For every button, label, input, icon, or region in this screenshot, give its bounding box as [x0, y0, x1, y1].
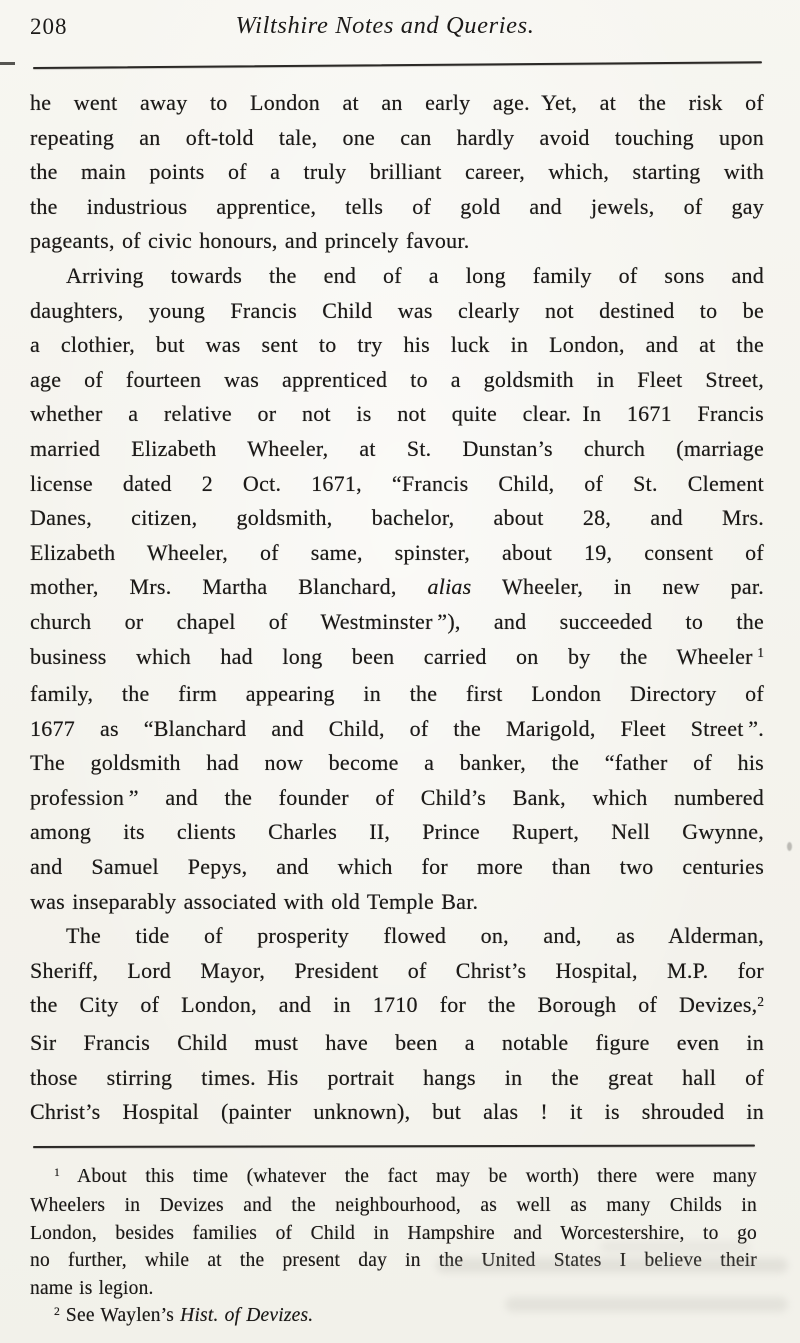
footnote-marker: 2 [54, 1305, 60, 1319]
show-through-smudge [600, 1241, 750, 1253]
text-line [30, 190, 764, 225]
text-segment: Wheeler, in new par. [471, 574, 764, 600]
text-segment: no further, while at the present day in the United States I believe their [30, 1250, 757, 1272]
body-text [30, 86, 764, 1130]
text-line [30, 605, 764, 640]
text-line [30, 570, 764, 605]
text-segment: The goldsmith had now become a banker, the “father of his [30, 750, 764, 776]
text-line [30, 536, 764, 571]
text-line [30, 501, 764, 536]
text-segment: name is legion. [30, 1277, 154, 1299]
text-line [30, 988, 764, 1026]
text-line [30, 224, 764, 259]
text-segment: About this time (whatever the fact may be worth) there were many [59, 1166, 757, 1187]
text-line [30, 954, 764, 989]
text-line [30, 467, 764, 502]
text-line [30, 640, 764, 678]
text-line [30, 86, 764, 121]
text-segment: and Samuel Pepys, and which for more than two centuries [30, 854, 764, 880]
page-number: 208 [30, 14, 68, 39]
text-segment: pageants, of civic honours, and princely favour. [30, 228, 470, 254]
show-through-smudge [436, 1258, 788, 1273]
text-segment: alias [427, 574, 472, 600]
text-segment: mother, Mrs. Martha Blanchard, [30, 574, 428, 600]
text-segment: The tide of prosperity flowed on, and, as Alderman, [66, 923, 764, 949]
text-line [30, 781, 764, 816]
text-segment: married Elizabeth Wheeler, at St. Dunstan’s church (marriage [30, 435, 764, 461]
text-line [30, 432, 764, 467]
text-segment: See Waylen’s [59, 1305, 181, 1327]
text-line [30, 397, 764, 432]
text-line [30, 712, 764, 747]
text-segment: Arriving towards the end of a long family of sons and [66, 262, 764, 288]
text-segment: business which had long been carried on by the Wheeler [30, 643, 758, 669]
footnote-marker: 1 [757, 645, 764, 661]
text-segment: the City of London, and in 1710 for the Borough of Devizes, [30, 992, 758, 1018]
text-line [30, 919, 764, 954]
text-segment: daughters, young Francis Child was clearly not destined to be [30, 297, 764, 323]
text-segment: was inseparably associated with old Temple Bar. [30, 888, 479, 914]
text-segment: Danes, citizen, goldsmith, bachelor, about 28, and Mrs. [30, 505, 764, 531]
text-segment: the industrious apprentice, tells of gold and jewels, of gay [30, 193, 764, 219]
text-segment: whether a relative or not is not quite clear. In 1671 Francis [30, 401, 764, 427]
running-title: Wiltshire Notes and Queries. [235, 12, 535, 39]
text-segment: family, the firm appearing in the first London Directory of [30, 681, 764, 707]
text-line [30, 677, 764, 712]
text-segment: Wheelers in Devizes and the neighbourhood, as well as many Childs in [30, 1195, 757, 1217]
text-line [30, 363, 764, 398]
text-segment: license dated 2 Oct. 1671, “Francis Child, of St. Clement [30, 470, 764, 496]
text-segment: Hist. of Devizes. [180, 1305, 314, 1327]
scan-speck-artifact [787, 842, 792, 851]
text-line [30, 1095, 764, 1130]
text-segment: the main points of a truly brilliant career, which, starting with [30, 159, 764, 185]
text-line [30, 746, 764, 781]
text-segment: among its clients Charles II, Prince Rupert, Nell Gwynne, [30, 819, 764, 845]
text-line [30, 815, 764, 850]
show-through-smudge [505, 1297, 788, 1312]
text-line [30, 155, 764, 190]
scan-edge-artifact [0, 62, 15, 65]
text-segment: 1677 as “Blanchard and Child, of the Marigold, Fleet Street ”. [30, 715, 764, 741]
footnote-rule [33, 1144, 755, 1148]
footnote-marker: 1 [54, 1166, 60, 1180]
text-segment: Elizabeth Wheeler, of same, spinster, about 19, consent of [30, 539, 764, 565]
text-line [30, 885, 764, 920]
text-line [30, 1163, 757, 1192]
text-line [30, 328, 764, 363]
text-segment: those stirring times. His portrait hangs in the great hall of [30, 1064, 764, 1090]
text-segment: Sir Francis Child must have been a notable figure even in [30, 1030, 764, 1056]
text-segment: age of fourteen was apprenticed to a goldsmith in Fleet Street, [30, 366, 764, 392]
text-line [30, 259, 764, 294]
text-line [30, 121, 764, 156]
footnote-marker: 2 [757, 994, 764, 1010]
text-segment: London, besides families of Child in Hampshire and Worcestershire, to go [30, 1222, 757, 1244]
text-line [30, 850, 764, 885]
text-line [30, 1026, 764, 1061]
text-segment: repeating an oft-told tale, one can hardly avoid touching upon [30, 124, 764, 150]
text-segment: he went away to London at an early age. Yet, at the risk of [30, 90, 764, 115]
text-segment: a clothier, but was sent to try his luck in London, and at the [30, 332, 764, 358]
text-line [30, 294, 764, 329]
text-line [30, 1192, 757, 1219]
text-line [30, 1061, 764, 1096]
text-segment: profession ” and the founder of Child’s Bank, which numbered [30, 784, 764, 810]
header-rule [33, 61, 762, 69]
text-segment: church or chapel of Westminster ”), and succeeded to the [30, 608, 764, 634]
text-segment: Sheriff, Lord Mayor, President of Christ’s Hospital, M.P. for [30, 957, 764, 983]
text-segment: Christ’s Hospital (painter unknown), but alas ! it is shrouded in [30, 1099, 764, 1125]
